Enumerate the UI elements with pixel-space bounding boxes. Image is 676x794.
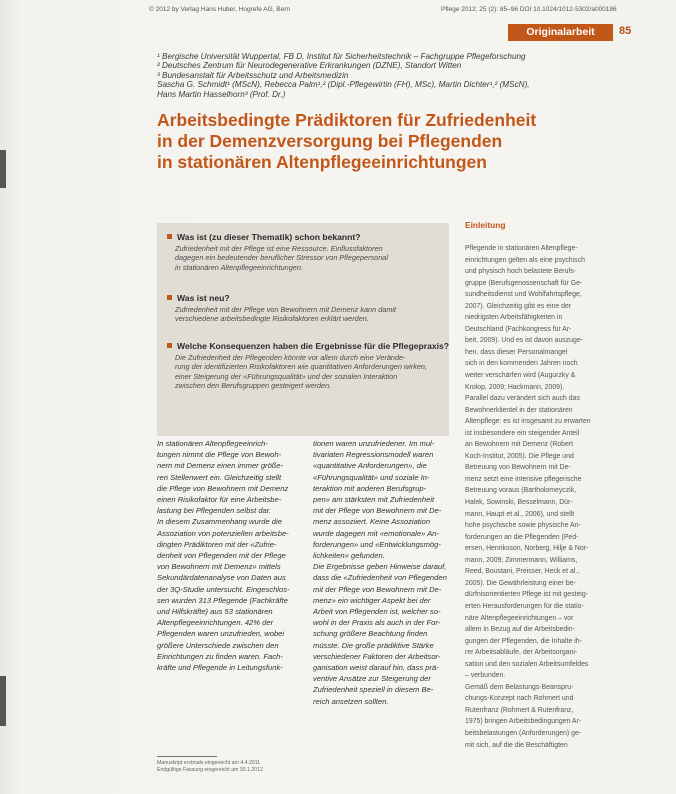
body-text-line: ren Stellenwert ein. Gleichzeitig stellt — [157, 472, 282, 482]
body-text-line: wohl in der Praxis als auch in der For- — [313, 618, 441, 628]
body-text-line: Altenpflegeeinrichtungen. 42% der — [157, 618, 274, 628]
introduction-text-line: Bewohnerklientel in der stationären — [465, 406, 573, 414]
summary-answer: Zufriedenheit mit der Pflege von Bewohnern mit Demenz kann damit verschiedene arbeitsbedingte Risikofaktoren erklärt werden. — [175, 305, 397, 324]
introduction-text-line: chungs-Konzept nach Rohmert und — [465, 695, 574, 703]
summary-question: Was ist neu? — [167, 293, 230, 303]
body-text-line: denheit von Pflegenden mit der Pflege — [157, 551, 286, 561]
affiliation-line: ¹ Bergische Universität Wuppertal, FB D, Institut für Sicherheitstechnik – Fachgruppe Pflegeforschung — [157, 52, 526, 61]
body-text-line: In stationären Altenpflegeeinrich- — [157, 439, 268, 448]
body-text-line: ventive Ansätze zur Steigerung der — [313, 674, 431, 684]
introduction-text-line: 1975) bringen Arbeitsbedingungen Ar- — [465, 718, 582, 726]
introduction-text-line: an Bewohnern mit Demenz (Robert — [465, 441, 574, 449]
body-text-line: mit der Pflege von Bewohnern mit De- — [313, 506, 442, 516]
body-text-line: In diesem Zusammenhang wurde die — [157, 517, 282, 527]
introduction-text-line: ist insbesondere ein steigender Anteil — [465, 429, 580, 437]
body-text-line: forderungen» und «Entwicklungsmög- — [313, 539, 441, 549]
body-text-line: kräfte und Pflegende in Leitungsfunk- — [157, 663, 283, 673]
body-text-line: teraktion mit anderen Berufsgrup- — [313, 483, 427, 493]
introduction-text-line: mann, Haupt et al., 2006), und stellt — [465, 510, 575, 518]
introduction-text-line: Gemäß dem Belastungs-Beanspru- — [465, 683, 574, 691]
body-text-line: tionen waren unzufriedener. Im mul- — [313, 439, 435, 448]
introduction-text-line: hohe psychische sowie physische An- — [465, 522, 581, 530]
introduction-text-line: Altenpflege: es ist insgesamt zu erwarten — [465, 418, 591, 426]
body-text-line: größere Unterschiede zwischen den — [157, 640, 279, 650]
introduction-text-line: ersen, Henriksson, Norberg, Hilje & Nor- — [465, 545, 589, 553]
body-text-line: von Bewohnern mit Demenz» mittels — [157, 562, 281, 572]
summary-answer: Zufriedenheit mit der Pflege ist eine Ressource. Einflussfaktoren dagegen ein bedeutender beruflicher Stressor von Pflegepersonal in stationären Altenpflegeeinrichtungen. — [175, 244, 388, 272]
body-text-line: die Pflege von Bewohnern mit Demenz — [157, 483, 289, 493]
footnote-line: Endgültige Fassung eingereicht am 30.1.2012 — [157, 767, 263, 773]
affiliation-line: ² Deutsches Zentrum für Neurodegenerative Erkrankungen (DZNE), Standort Witten — [157, 61, 462, 71]
scan-edge-mark — [0, 676, 6, 726]
introduction-text-line: Deutschland (Fachkongress für Ar- — [465, 325, 572, 333]
introduction-text-line: dürfnisorientierten Pflege ist mit gesteig- — [465, 591, 588, 599]
body-text-line: schung größere Beachtung finden — [313, 629, 428, 639]
introduction-text-line: näre Altenpflegeeinrichtungen – vor — [465, 614, 574, 622]
author-line: Hans Martin Hasselhorn³ (Prof. Dr.) — [157, 89, 286, 99]
page-number: 85 — [619, 25, 632, 37]
introduction-text-line: – verbunden. — [465, 672, 506, 680]
body-text-line: lichkeiten» gefunden. — [313, 551, 385, 561]
introduction-text-line: Rutenfranz (Rohmert & Rutenfranz, — [465, 706, 574, 714]
author-line: Sascha G. Schmidt¹ (MScN), Rebecca Palm¹,² (Dipl.-Pflegewirtin (FH), MSc), Martin Dichter¹,² (MScN), — [157, 80, 530, 90]
body-text-line: reich ansetzen sollten. — [313, 696, 389, 706]
body-text-line: nern mit Demenz einen immer größe- — [157, 461, 284, 471]
body-text-line: wurde dagegen mit «emotionale» An- — [313, 528, 439, 538]
scan-edge-mark — [0, 150, 6, 188]
introduction-column — [465, 243, 613, 751]
affiliations — [157, 52, 607, 99]
body-text-line: lastung bei Pflegenden selbst dar. — [157, 506, 272, 516]
body-text-line: Sekundärdatenanalyse von Daten aus — [157, 573, 286, 583]
bullet-square-icon — [167, 343, 172, 348]
body-text-line: pen» am stärksten mit Zufriedenheit — [313, 495, 435, 505]
introduction-text-line: forderungen an die Pflegenden (Ped- — [465, 533, 579, 541]
body-text-line: mit der Pflege von Bewohnern mit De- — [313, 584, 442, 594]
body-text-line: sen wurden 313 Pflegende (Fachkräfte — [157, 595, 288, 605]
introduction-text-line: hen, dass dieser Personalmangel — [465, 348, 568, 356]
bullet-square-icon — [167, 234, 172, 239]
introduction-text-line: 2005). Die Gewährleistung einer be- — [465, 579, 576, 587]
introduction-text-line: und physisch hoch belastete Berufs- — [465, 268, 577, 276]
body-text-line: Die Ergebnisse geben Hinweise darauf, — [313, 562, 447, 572]
introduction-text-line: Pflegende in stationären Altenpflege- — [465, 245, 578, 252]
introduction-text-line: niedrigsten Arbeitsfähigkeiten in — [465, 314, 563, 322]
footnote-line: Manuskript erstmals eingereicht am 4.4.2011 — [157, 760, 261, 766]
introduction-text-line: erten Herausforderungen für die statio- — [465, 602, 584, 610]
introduction-text-line: Parallel dazu verändert sich auch das — [465, 395, 580, 403]
introduction-text-line: rer Arbeitsabläufe, der Arbeitsorgani- — [465, 649, 578, 657]
introduction-text-line: Krolop, 2009; Hackmann, 2009). — [465, 383, 565, 391]
introduction-text-line: gruppe (Berufsgenossenschaft für Ge- — [465, 279, 583, 287]
body-text-line: Zufriedenheit speziell in diesem Be- — [313, 685, 434, 695]
introduction-text-line: mit sich, auf die die Beschäftigten — [465, 741, 568, 749]
running-header-right: Pflege 2012; 25 (2): 85–96 DOI 10.1024/1012-5302/a000186 — [441, 6, 617, 13]
introduction-text-line: sation und den sozialen Arbeitsumfeldes — [465, 660, 589, 668]
running-header-left: © 2012 by Verlag Hans Huber, Hogrefe AG, Bern — [149, 6, 291, 13]
section-heading-einleitung: Einleitung — [465, 220, 506, 230]
footnote — [157, 760, 307, 774]
bullet-square-icon — [167, 295, 172, 300]
introduction-text-line: weiter verschärfen wird (Augurzky & — [465, 372, 576, 380]
article-title — [157, 110, 597, 173]
abstract-column-2 — [313, 438, 453, 707]
body-text-line: Assoziation von potenziellen arbeitsbe- — [157, 528, 289, 538]
body-text-line: menz» ein wichtiger Aspekt bei der — [313, 595, 431, 605]
introduction-text-line: Betreuung voraus (Bartholomeyczik, — [465, 487, 577, 495]
body-text-line: Einrichtungen zu finden waren. Fach- — [157, 651, 283, 661]
introduction-text-line: allem in Bezug auf die Arbeitsbedin- — [465, 626, 575, 634]
footnote-rule — [157, 756, 217, 757]
body-text-line: und Hilfskräfte) aus 53 stationären — [157, 607, 273, 617]
introduction-text-line: Reed, Boustani, Preisser, Heck et al., — [465, 568, 580, 576]
introduction-text-line: sundheitsdienst und Wohlfahrtspflege, — [465, 291, 582, 299]
affiliation-line: ³ Bundesanstalt für Arbeitsschutz und Arbeitsmedizin — [157, 70, 349, 80]
body-text-line: tungen nimmt die Pflege von Bewoh- — [157, 450, 282, 460]
body-text-line: Pflegenden waren unzufrieden, wobei — [157, 629, 285, 639]
summary-question: Welche Konsequenzen haben die Ergebnisse für die Pflegepraxis? — [167, 341, 449, 351]
abstract-column-1 — [157, 438, 297, 673]
summary-answer: Die Zufriedenheit der Pflegenden könnte vor allem durch eine Verände- rung der identifizierten Risikofaktoren wie quantitativen Anforderungen wirken, einer Steigerung der «Führungsqualität» und der sozialen Interaktion zwischen den Berufsgruppen gesteigert werden. — [175, 353, 428, 391]
title-line: Arbeitsbedingte Prädiktoren für Zufriedenheit — [157, 110, 537, 130]
body-text-line: der 3Q-Studie untersucht. Eingeschlos- — [157, 584, 290, 594]
introduction-text-line: menz setzt eine intensive pflegerische — [465, 475, 582, 483]
introduction-text-line: Koch-Institut, 2005). Die Pflege und — [465, 452, 574, 460]
body-text-line: dingten Prädiktoren mit der «Zufrie- — [157, 539, 277, 549]
introduction-text-line: mann, 2009; Zimmermann, Williams, — [465, 556, 578, 564]
title-line: in stationären Altenpflegeeinrichtungen — [157, 152, 487, 172]
body-text-line: «quantitative Anforderungen», die — [313, 461, 427, 471]
body-text-line: müsste. Die große prädiktive Stärke — [313, 640, 434, 650]
introduction-text-line: einrichtungen gelten als eine psychisch — [465, 256, 585, 264]
title-line: in der Demenzversorgung bei Pflegenden — [157, 131, 503, 151]
summary-question: Was ist (zu dieser Thematik) schon bekannt? — [167, 232, 361, 242]
body-text-line: Arbeit von Pflegenden ist, welcher so- — [313, 607, 441, 617]
body-text-line: dass die «Zufriedenheit von Pflegenden — [313, 573, 447, 583]
introduction-text-line: Betreuung von Bewohnern mit De- — [465, 464, 571, 472]
body-text-line: menz assoziiert. Keine Assoziation — [313, 517, 431, 527]
body-text-line: tivariaten Regressionsmodell waren — [313, 450, 434, 460]
introduction-text-line: Halek, Sowinski, Besselmann, Dür- — [465, 499, 573, 507]
body-text-line: einen Risikofaktor für eine Arbeitsbe- — [157, 495, 282, 505]
introduction-text-line: sich in den kommenden Jahren noch — [465, 360, 578, 368]
introduction-text-line: beit, 2009). Und es ist davon auszuge- — [465, 337, 583, 345]
summary-box — [157, 223, 449, 436]
introduction-text-line: 2007). Gleichzeitig gibt es eine der — [465, 302, 572, 310]
introduction-text-line: gungen der Pflegenden, die Inhalte ih- — [465, 637, 582, 645]
introduction-text-line: beitsbelastungen (Anforderungen) ge- — [465, 729, 582, 737]
body-text-line: verschiedener Faktoren der Arbeitsor- — [313, 651, 441, 661]
body-text-line: ganisation weist darauf hin, dass prä- — [313, 663, 439, 673]
article-type-badge: Originalarbeit — [508, 24, 613, 41]
body-text-line: «Führungsqualität» und soziale In- — [313, 472, 430, 482]
